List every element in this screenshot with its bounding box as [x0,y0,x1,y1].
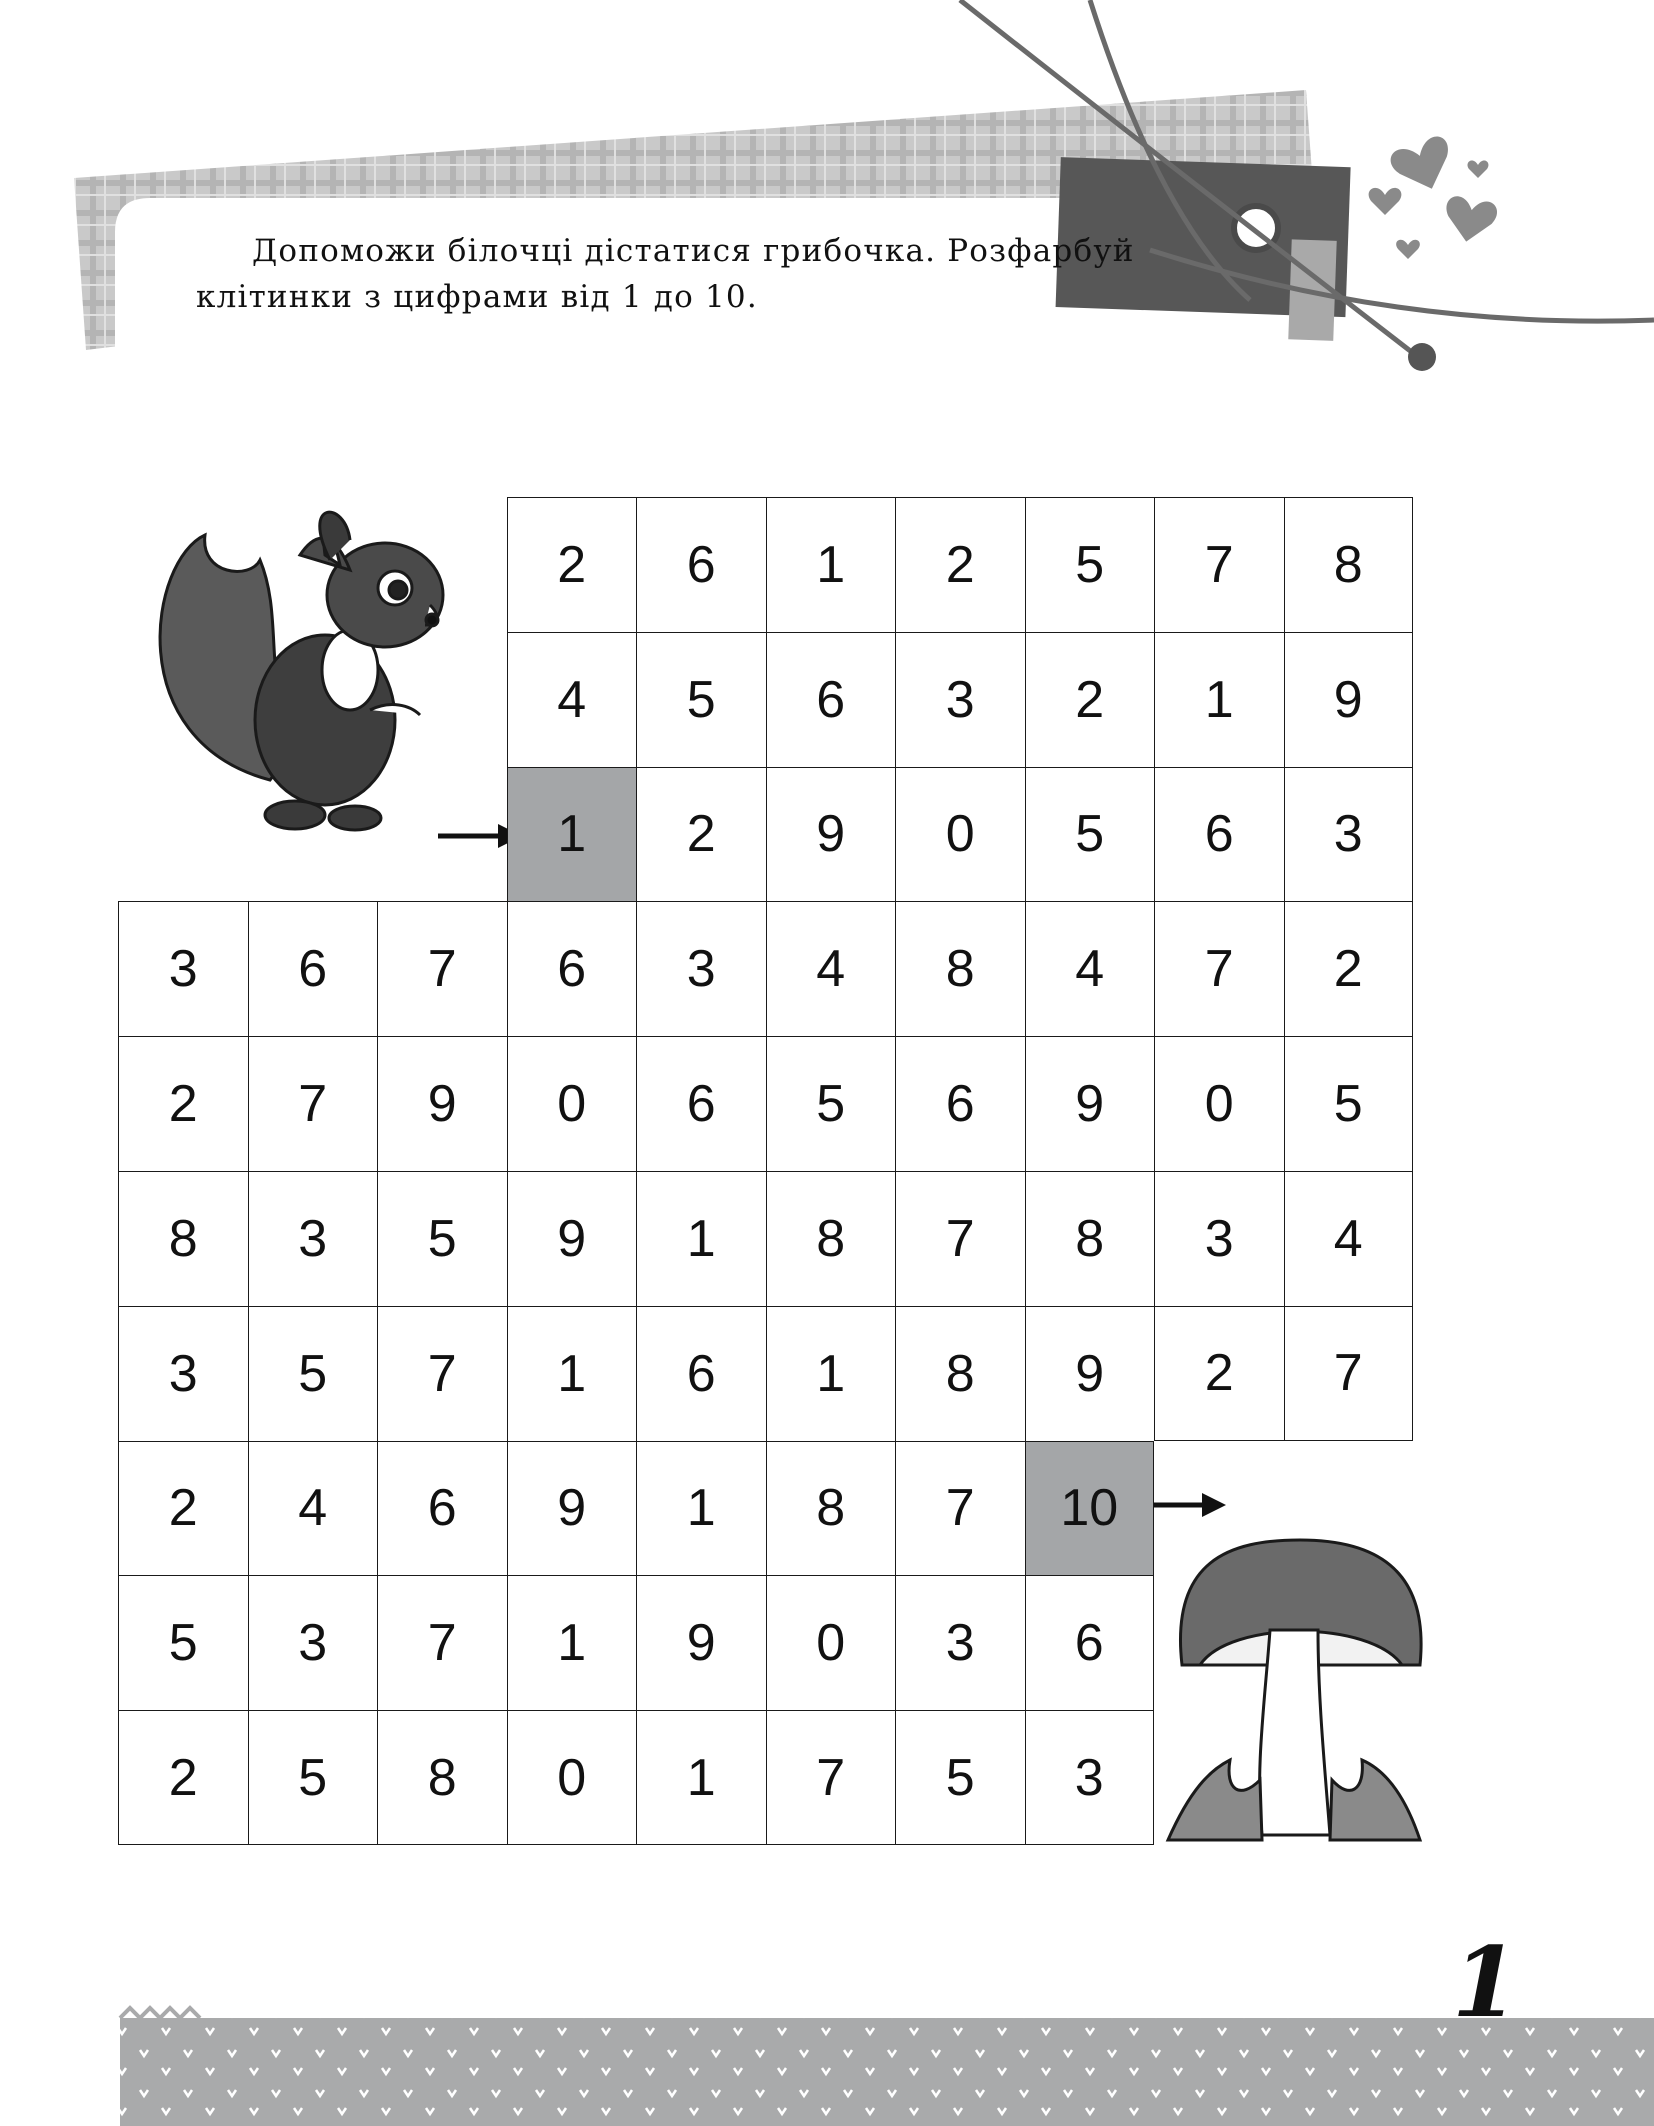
maze-cell[interactable]: 1 [507,1306,637,1441]
maze-cell[interactable]: 1 [636,1441,766,1576]
maze-cell[interactable]: 3 [895,632,1025,767]
squirrel-illustration [160,512,443,830]
maze-cell[interactable]: 0 [507,1710,637,1845]
maze-cell[interactable]: 9 [1025,1036,1155,1171]
maze-cell[interactable]: 8 [377,1710,507,1845]
maze-cell[interactable]: 8 [895,901,1025,1036]
maze-cell[interactable]: 9 [1284,632,1414,767]
maze-cell[interactable]: 3 [636,901,766,1036]
maze-cell[interactable]: 7 [895,1171,1025,1306]
maze-cell[interactable]: 7 [377,1306,507,1441]
maze-cell[interactable]: 3 [118,1306,248,1441]
maze-cell[interactable]: 5 [1025,767,1155,902]
maze-cell[interactable]: 2 [118,1710,248,1845]
task-instruction: Допоможи білочці дістатися грибочка. Розфарбуй клітинки з цифрами від 1 до 10. [196,233,1135,315]
maze-cell[interactable]: 0 [1154,1036,1284,1171]
maze-cell[interactable]: 2 [1025,632,1155,767]
maze-cell[interactable]: 1 [1154,632,1284,767]
end-arrow-icon [1142,1493,1226,1517]
maze-cell[interactable]: 6 [636,1036,766,1171]
maze-cell[interactable]: 4 [766,901,896,1036]
maze-cell[interactable]: 8 [118,1171,248,1306]
maze-cell[interactable]: 8 [766,1171,896,1306]
maze-cell[interactable]: 9 [1025,1306,1155,1441]
maze-cell[interactable]: 3 [118,901,248,1036]
maze-cell[interactable]: 10 [1025,1441,1155,1576]
maze-cell[interactable]: 7 [1154,497,1284,632]
maze-cell[interactable]: 5 [248,1306,378,1441]
maze-cell[interactable]: 7 [1154,901,1284,1036]
maze-cell[interactable]: 7 [766,1710,896,1845]
maze-cell[interactable]: 8 [1025,1171,1155,1306]
mushroom-illustration [1168,1540,1421,1840]
maze-cell[interactable]: 0 [507,1036,637,1171]
hearts-icon [1369,133,1499,259]
maze-cell[interactable]: 6 [507,901,637,1036]
maze-cell[interactable]: 2 [1154,1306,1284,1441]
maze-cell[interactable]: 3 [248,1575,378,1710]
maze-cell[interactable]: 6 [895,1036,1025,1171]
maze-cell[interactable]: 0 [766,1575,896,1710]
maze-cell[interactable]: 2 [118,1441,248,1576]
maze-cell[interactable]: 4 [248,1441,378,1576]
footer-strip [120,2008,1654,2126]
maze-cell[interactable]: 7 [248,1036,378,1171]
maze-cell[interactable]: 3 [1025,1710,1155,1845]
maze-cell[interactable]: 8 [895,1306,1025,1441]
maze-cell[interactable]: 7 [1284,1306,1414,1441]
maze-cell[interactable]: 7 [377,1575,507,1710]
maze-cell[interactable]: 6 [636,1306,766,1441]
maze-cell[interactable]: 2 [636,767,766,902]
maze-cell[interactable]: 1 [507,1575,637,1710]
maze-cell[interactable]: 9 [377,1036,507,1171]
maze-cell[interactable]: 1 [766,1306,896,1441]
maze-cell[interactable]: 7 [377,901,507,1036]
maze-cell[interactable]: 3 [248,1171,378,1306]
maze-cell[interactable]: 2 [507,497,637,632]
maze-cell[interactable]: 6 [248,901,378,1036]
maze-cell[interactable]: 5 [636,632,766,767]
maze-cell[interactable]: 5 [377,1171,507,1306]
maze-cell[interactable]: 5 [1284,1036,1414,1171]
maze-cell[interactable]: 3 [895,1575,1025,1710]
maze-cell[interactable]: 5 [1025,497,1155,632]
maze-cell[interactable]: 9 [507,1171,637,1306]
maze-cell[interactable]: 2 [895,497,1025,632]
maze-cell[interactable]: 5 [766,1036,896,1171]
maze-cell[interactable]: 6 [636,497,766,632]
maze-cell[interactable]: 3 [1284,767,1414,902]
maze-cell[interactable]: 1 [636,1710,766,1845]
maze-cell[interactable]: 6 [766,632,896,767]
maze-cell[interactable]: 1 [766,497,896,632]
maze-cell[interactable]: 2 [1284,901,1414,1036]
maze-cell[interactable]: 2 [118,1036,248,1171]
maze-cell[interactable]: 0 [895,767,1025,902]
maze-cell[interactable]: 3 [1154,1171,1284,1306]
maze-cell[interactable]: 5 [895,1710,1025,1845]
maze-cell[interactable]: 5 [248,1710,378,1845]
maze-cell[interactable]: 5 [118,1575,248,1710]
maze-cell[interactable]: 4 [1025,901,1155,1036]
maze-cell[interactable]: 8 [766,1441,896,1576]
maze-cell[interactable]: 1 [507,767,637,902]
maze-cell[interactable]: 9 [766,767,896,902]
maze-cell[interactable]: 9 [507,1441,637,1576]
maze-cell[interactable]: 4 [507,632,637,767]
maze-cell[interactable]: 9 [636,1575,766,1710]
maze-cell[interactable]: 6 [377,1441,507,1576]
maze-cell[interactable]: 4 [1284,1171,1414,1306]
maze-cell[interactable]: 1 [636,1171,766,1306]
maze-cell[interactable]: 6 [1154,767,1284,902]
maze-cell[interactable]: 8 [1284,497,1414,632]
maze-cell[interactable]: 6 [1025,1575,1155,1710]
page-number: 1 [1452,1926,1519,2039]
maze-cell[interactable]: 7 [895,1441,1025,1576]
